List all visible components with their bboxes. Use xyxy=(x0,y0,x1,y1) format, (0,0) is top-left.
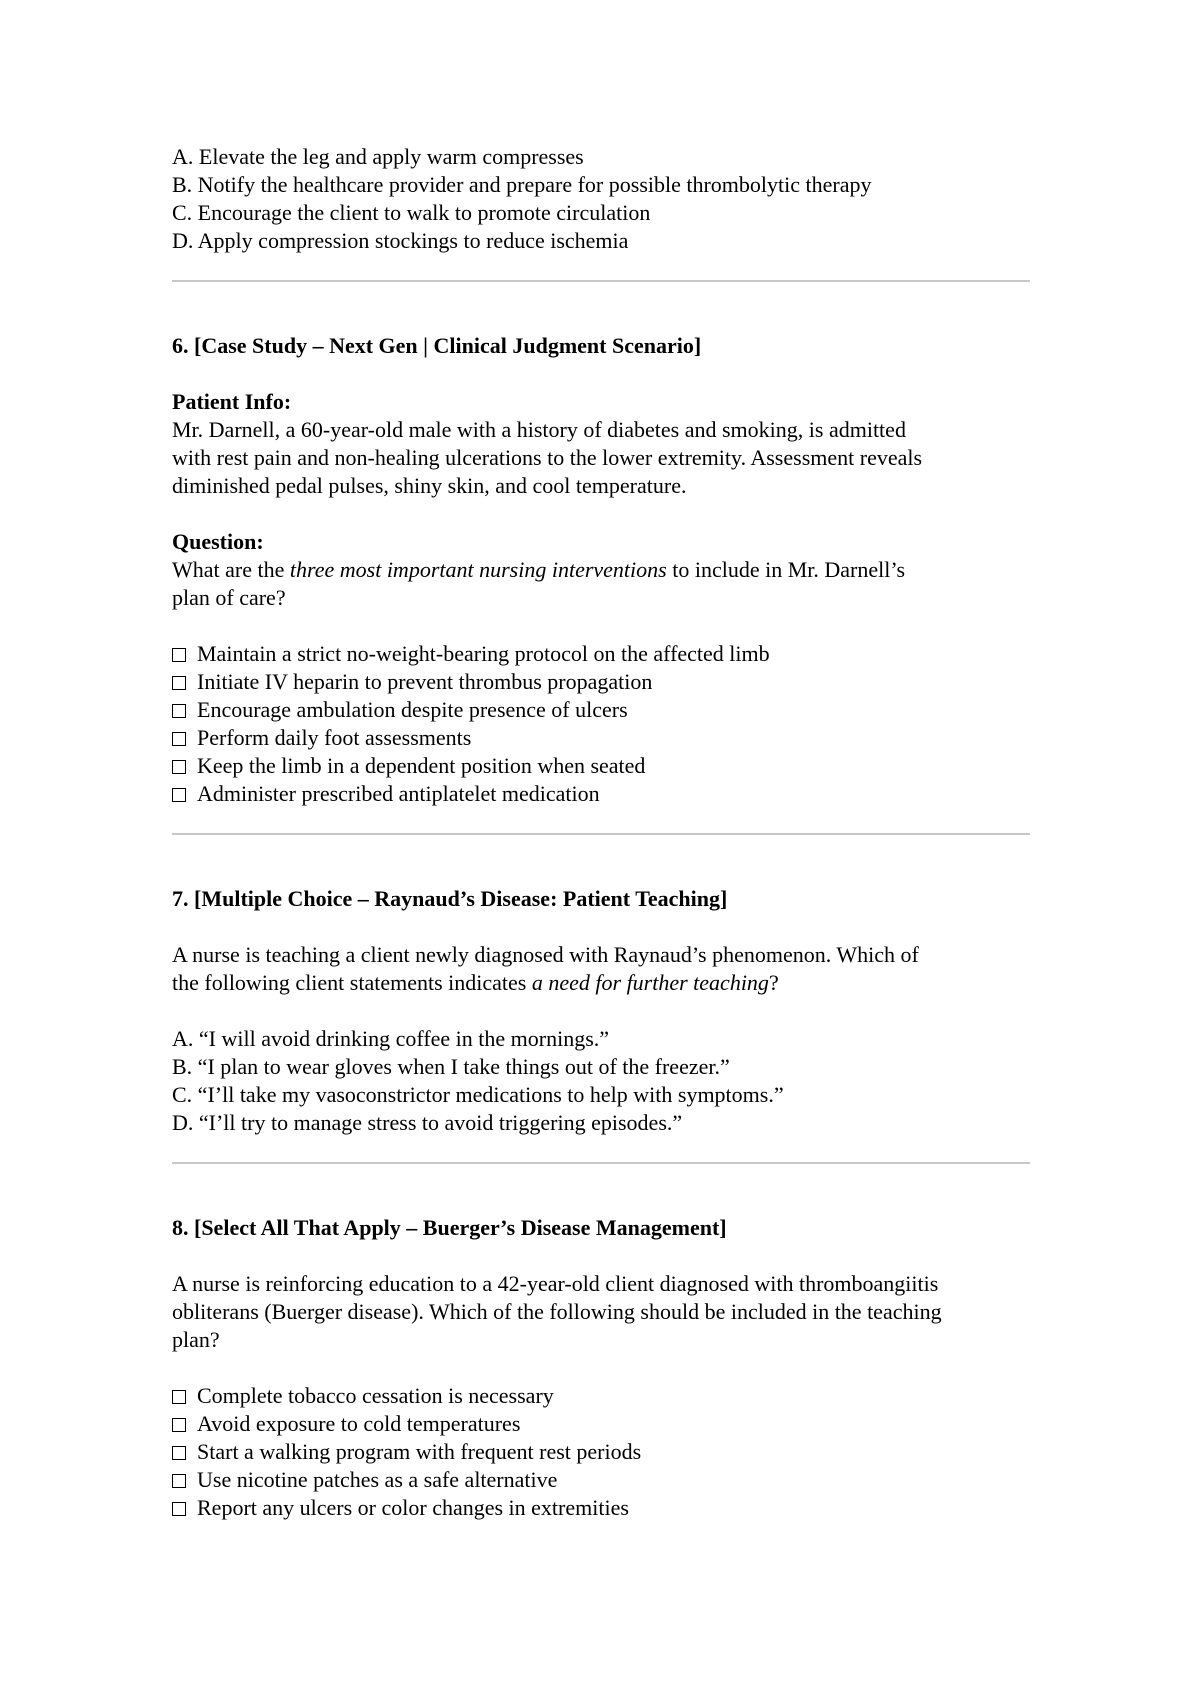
q5-option-b: B. Notify the healthcare provider and prepare for possible thrombolytic therapy xyxy=(172,172,872,197)
checkbox-icon[interactable] xyxy=(172,1446,186,1460)
q8-option[interactable] xyxy=(172,1438,1032,1466)
q6-option-label: Encourage ambulation despite presence of ulcers xyxy=(197,697,628,722)
q6-option[interactable] xyxy=(172,780,1032,808)
q6-option-label: Administer prescribed antiplatelet medication xyxy=(197,781,600,806)
checkbox-icon[interactable] xyxy=(172,732,186,746)
q8-option[interactable] xyxy=(172,1382,1032,1410)
q8-heading: 8. [Select All That Apply – Buerger’s Disease Management] xyxy=(172,1215,727,1240)
q6-patient-info-line: Mr. Darnell, a 60-year-old male with a history of diabetes and smoking, is admitted xyxy=(172,417,906,442)
q6-heading: 6. [Case Study – Next Gen | Clinical Judgment Scenario] xyxy=(172,333,702,358)
q6-patient-info-line: with rest pain and non-healing ulcerations to the lower extremity. Assessment reveals xyxy=(172,445,923,470)
q8-options xyxy=(172,1382,1032,1522)
q7-options xyxy=(172,1025,1032,1137)
q5-option-d: D. Apply compression stockings to reduce ischemia xyxy=(172,228,629,253)
q8-option-label: Avoid exposure to cold temperatures xyxy=(197,1411,521,1436)
q7-option-b: B. “I plan to wear gloves when I take things out of the freezer.” xyxy=(172,1054,730,1079)
q6-patient-info-line: diminished pedal pulses, shiny skin, and cool temperature. xyxy=(172,473,687,498)
q8-option-label: Start a walking program with frequent rest periods xyxy=(197,1439,642,1464)
checkbox-icon[interactable] xyxy=(172,676,186,690)
q6-option-label: Perform daily foot assessments xyxy=(197,725,472,750)
checkbox-icon[interactable] xyxy=(172,1502,186,1516)
q6-question-emphasis: three most important nursing interventions xyxy=(289,557,667,582)
checkbox-icon[interactable] xyxy=(172,648,186,662)
q7-stem-line2 xyxy=(172,969,1032,997)
q7-heading: 7. [Multiple Choice – Raynaud’s Disease: Patient Teaching] xyxy=(172,886,728,911)
q5-option-a: A. Elevate the leg and apply warm compresses xyxy=(172,144,584,169)
q7-stem-emphasis: a need for further teaching xyxy=(531,970,769,995)
q8-option-label: Report any ulcers or color changes in extremities xyxy=(197,1495,629,1520)
q6-patient-info-label: Patient Info: xyxy=(172,389,292,414)
q8-stem-line: plan? xyxy=(172,1327,220,1352)
q6-option[interactable] xyxy=(172,696,1032,724)
q7-stem-line1: A nurse is teaching a client newly diagnosed with Raynaud’s phenomenon. Which of xyxy=(172,942,919,967)
q6-option[interactable] xyxy=(172,724,1032,752)
q7-option-c: C. “I’ll take my vasoconstrictor medications to help with symptoms.” xyxy=(172,1082,784,1107)
document-page xyxy=(172,143,1032,1522)
q8-option[interactable] xyxy=(172,1466,1032,1494)
q6-question-line2: plan of care? xyxy=(172,585,286,610)
q6-option[interactable] xyxy=(172,668,1032,696)
q7-stem-post: ? xyxy=(768,970,779,995)
q7-stem-pre: the following client statements indicates xyxy=(172,970,532,995)
checkbox-icon[interactable] xyxy=(172,1390,186,1404)
q6-question-label: Question: xyxy=(172,529,264,554)
q8-option[interactable] xyxy=(172,1410,1032,1438)
q6-option[interactable] xyxy=(172,752,1032,780)
q6-options xyxy=(172,640,1032,808)
q6-question-line1 xyxy=(172,556,1032,584)
q6-question-pre: What are the xyxy=(172,557,290,582)
q6-question-post: to include in Mr. Darnell’s xyxy=(666,557,906,582)
q5-option-c: C. Encourage the client to walk to promote circulation xyxy=(172,200,651,225)
q6-option[interactable] xyxy=(172,640,1032,668)
checkbox-icon[interactable] xyxy=(172,1418,186,1432)
q8-stem-line: obliterans (Buerger disease). Which of the following should be included in the teaching xyxy=(172,1299,942,1324)
q7-option-d: D. “I’ll try to manage stress to avoid triggering episodes.” xyxy=(172,1110,683,1135)
q8-stem-line: A nurse is reinforcing education to a 42-year-old client diagnosed with thromboangiitis xyxy=(172,1271,939,1296)
q6-option-label: Initiate IV heparin to prevent thrombus propagation xyxy=(197,669,653,694)
q8-option[interactable] xyxy=(172,1494,1032,1522)
checkbox-icon[interactable] xyxy=(172,760,186,774)
q7-option-a: A. “I will avoid drinking coffee in the mornings.” xyxy=(172,1026,610,1051)
checkbox-icon[interactable] xyxy=(172,1474,186,1488)
checkbox-icon[interactable] xyxy=(172,788,186,802)
q6-option-label: Maintain a strict no-weight-bearing protocol on the affected limb xyxy=(197,641,770,666)
q8-option-label: Complete tobacco cessation is necessary xyxy=(197,1383,554,1408)
q8-option-label: Use nicotine patches as a safe alternative xyxy=(197,1467,558,1492)
checkbox-icon[interactable] xyxy=(172,704,186,718)
q5-options xyxy=(172,143,1032,255)
q6-option-label: Keep the limb in a dependent position when seated xyxy=(197,753,646,778)
